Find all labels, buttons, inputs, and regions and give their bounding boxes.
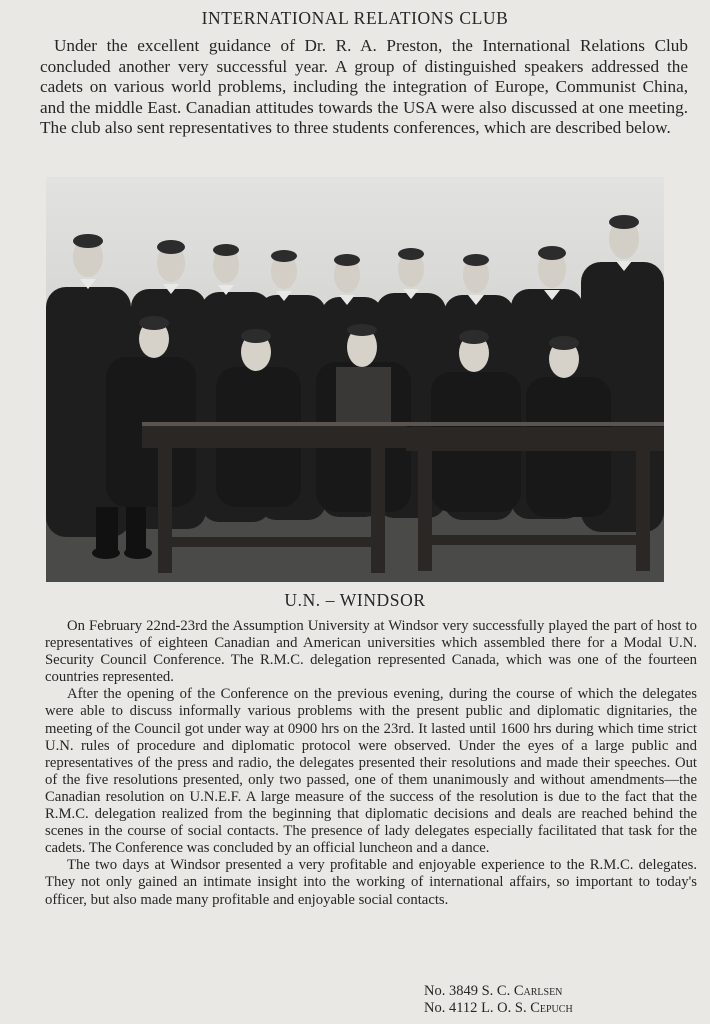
intro-paragraph: Under the excellent guidance of Dr. R. A. Preston, the International Relations Club concluded another very successful year. A group of distinguished speakers addressed the cadets on various world problems, including the integration of Europe, Communist China, and the middle East. Canadian attitudes towards the USA were also discussed at one meeting. The club also sent representatives to three students conferences, which are described below. (40, 36, 688, 137)
group-photo (46, 177, 664, 582)
signature-number: No. 3849 (424, 983, 478, 999)
body-paragraph: On February 22nd-23rd the Assumption University at Windsor very successfully played the part of host to representatives of eighteen Canadian and American universities which assembled there for a Modal U.N. Security Council Conference. The R.M.C. delegation represented Canada, which was one of the fourteen countries represented. (45, 618, 697, 686)
article-body (45, 618, 697, 909)
page-title: INTERNATIONAL RELATIONS CLUB (201, 8, 509, 28)
signature-block (424, 983, 573, 1017)
signature-number: No. 4112 (424, 1000, 478, 1016)
signature-line (424, 1000, 573, 1017)
signature-line (424, 983, 573, 1000)
signature-name: S. C. Carlsen (481, 983, 563, 999)
signature-name: L. O. S. Cepuch (481, 1000, 573, 1016)
body-paragraph: After the opening of the Conference on the previous evening, during the course of which the delegates were able to discuss informally various problems with the present public and diplomatic dignitaries, the meeting of the Council got under way at 0900 hrs on the 23rd. It lasted until 1600 hrs during which time strict U.N. rules of procedure and diplomatic protocol were observed. Under the eyes of a large public and representatives of the press and radio, the delegates presented their resolutions and made their speeches. Out of the five resolutions presented, only two passed, one of them unanimously and without amendments—the Canadian resolution on U.N.E.F. A large measure of the success of the resolution is due to the fact that the R.M.C. delegation realized from the beginning that diplomatic decisions and deals are reached behind the scenes in the course of social contacts. The presence of lady delegates especially facilitated that task for the cadets. The Conference was concluded by an official luncheon and a dance. (45, 686, 697, 857)
group-photo-image (46, 177, 664, 582)
section-title: U.N. – WINDSOR (284, 590, 426, 610)
body-paragraph: The two days at Windsor presented a very profitable and enjoyable experience to the R.M.C. delegates. They not only gained an intimate insight into the working of international affairs, so important to today's officer, but also made many profitable and enjoyable social contacts. (45, 857, 697, 908)
